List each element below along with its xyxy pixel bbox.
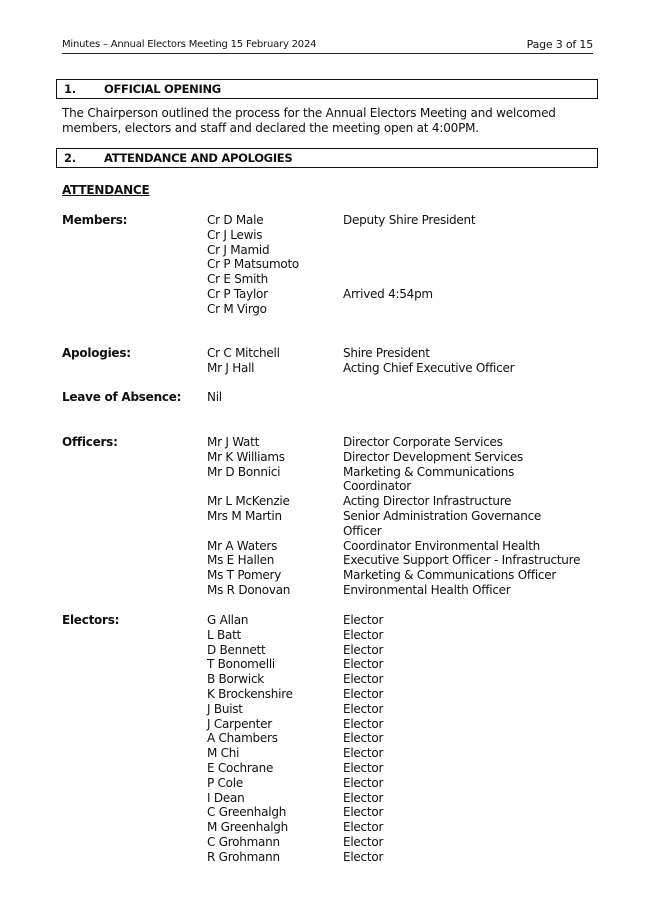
attendee-name: Cr D Male	[207, 213, 264, 227]
group-label: Members:	[62, 213, 128, 227]
group-label: Apologies:	[62, 346, 131, 360]
attendee-name: K Brockenshire	[207, 687, 293, 701]
attendee-name: Cr J Mamid	[207, 242, 270, 257]
attendee-name: T Bonomelli	[207, 657, 275, 672]
attendee-name: R Grohmann	[207, 849, 280, 864]
attendee-role: Acting Director Infrastructure	[343, 494, 512, 509]
attendee-role: Marketing & Communications	[343, 464, 515, 479]
attendee-role: Elector	[343, 790, 384, 805]
attendee-role: Arrived 4:54pm	[343, 287, 433, 301]
attendee-name: C Grohmann	[207, 835, 280, 849]
attendee-name: Cr J Lewis	[207, 227, 263, 242]
attendee-name: Cr P Matsumoto	[207, 257, 300, 272]
attendee-name: I Dean	[207, 790, 245, 805]
attendee-role: Elector	[343, 627, 384, 642]
attendee-role: Elector	[343, 761, 384, 775]
attendee-role: Coordinator Environmental Health	[343, 538, 541, 553]
attendee-name: E Cochrane	[207, 761, 274, 775]
page-number: Page 3 of 15	[526, 38, 593, 51]
attendee-role: Director Corporate Services	[343, 435, 503, 449]
page-header	[62, 38, 593, 54]
attendee-role: Environmental Health Officer	[343, 583, 511, 597]
attendee-name: Mr L McKenzie	[207, 494, 290, 509]
attendee-role: Elector	[343, 716, 384, 731]
attendee-role: Coordinator	[343, 479, 411, 494]
attendee-role: Elector	[343, 657, 384, 672]
attendee-name: Mr A Waters	[207, 538, 278, 553]
attendee-role: Deputy Shire President	[343, 213, 476, 227]
attendee-name: Ms R Donovan	[207, 583, 291, 597]
attendee-role: Elector	[343, 835, 384, 849]
attendee-role: Director Development Services	[343, 449, 523, 464]
attendee-role: Elector	[343, 849, 384, 864]
attendee-name: Nil	[207, 390, 222, 404]
attendee-name: Ms E Hallen	[207, 553, 275, 568]
section-title: ATTENDANCE AND APOLOGIES	[104, 151, 293, 165]
attendee-name: L Batt	[207, 627, 241, 642]
attendee-name: Cr M Virgo	[207, 301, 267, 316]
attendee-name: Cr C Mitchell	[207, 346, 280, 360]
attendee-name: B Borwick	[207, 672, 264, 687]
attendee-role: Executive Support Officer - Infrastructure	[343, 553, 581, 568]
attendance-heading: ATTENDANCE	[62, 183, 150, 197]
attendee-name: Mr K Williams	[207, 449, 285, 464]
attendee-role: Officer	[343, 523, 382, 538]
attendee-role: Marketing & Communications Officer	[343, 568, 557, 583]
attendee-role: Elector	[343, 701, 384, 716]
attendee-name: G Allan	[207, 613, 249, 627]
attendee-name: Ms T Pomery	[207, 568, 282, 583]
attendee-role: Elector	[343, 820, 384, 835]
attendee-role: Elector	[343, 672, 384, 687]
attendee-role: Elector	[343, 805, 384, 820]
attendee-name: J Carpenter	[207, 716, 272, 731]
attendee-name: J Buist	[207, 701, 243, 716]
section-number: 1.	[64, 82, 76, 96]
group-label: Electors:	[62, 613, 120, 627]
attendee-role: Acting Chief Executive Officer	[343, 360, 515, 375]
section-heading-attendance	[56, 148, 598, 168]
attendee-name: Cr P Taylor	[207, 287, 268, 301]
attendee-name: Mr J Watt	[207, 435, 260, 449]
attendee-name: M Greenhalgh	[207, 820, 289, 835]
attendee-name: A Chambers	[207, 731, 278, 746]
attendee-name: D Bennett	[207, 642, 266, 657]
attendee-name: M Chi	[207, 746, 240, 761]
group-label: Leave of Absence:	[62, 390, 182, 404]
section-number: 2.	[64, 151, 76, 165]
attendee-name: Cr E Smith	[207, 272, 268, 287]
group-label: Officers:	[62, 435, 118, 449]
document-title: Minutes – Annual Electors Meeting 15 February 2024	[62, 39, 317, 50]
attendee-name: Mr J Hall	[207, 360, 255, 375]
attendee-name: P Cole	[207, 775, 243, 790]
attendee-role: Elector	[343, 613, 384, 627]
section-title: OFFICIAL OPENING	[104, 82, 221, 96]
attendee-role: Shire President	[343, 346, 430, 360]
attendee-role: Elector	[343, 642, 384, 657]
attendee-role: Elector	[343, 746, 384, 761]
opening-paragraph: The Chairperson outlined the process for the Annual Electors Meeting and welcomed members, electors and staff and declared the meeting open at 4:00PM.	[62, 106, 556, 135]
attendee-role: Elector	[343, 687, 384, 701]
attendee-role: Senior Administration Governance	[343, 509, 542, 523]
section-heading-official-opening	[56, 79, 598, 99]
attendee-name: C Greenhalgh	[207, 805, 287, 820]
attendee-role: Elector	[343, 731, 384, 746]
attendee-role: Elector	[343, 775, 384, 790]
attendee-name: Mr D Bonnici	[207, 464, 281, 479]
attendee-name: Mrs M Martin	[207, 509, 282, 523]
